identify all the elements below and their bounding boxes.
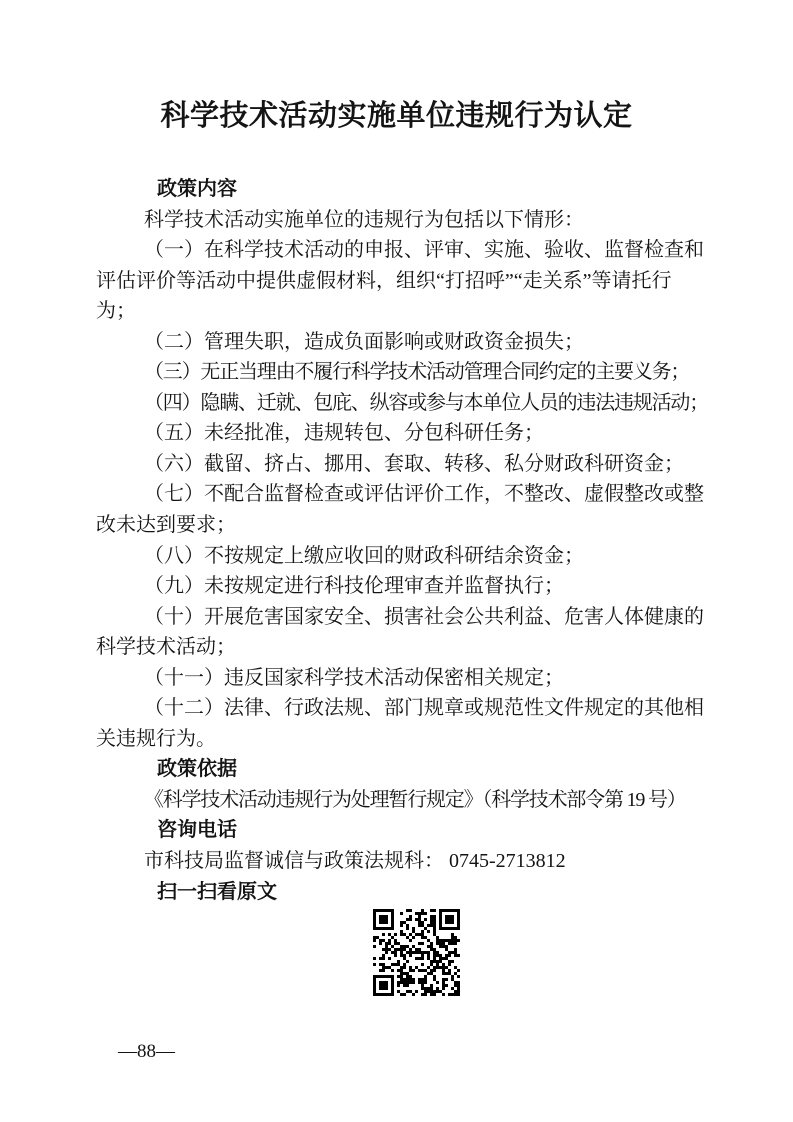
section-policy-content [96,174,708,754]
policy-item-6: （六）截留、挤占、挪用、套取、转移、私分财政科研资金； [144,452,684,475]
policy-item-7: （七）不配合监督检查或评估评价工作，不整改、虚假整改或整改未达到要求； [96,483,704,537]
intro-paragraph: 科学技术活动实施单位的违规行为包括以下情形： [144,208,584,231]
section-policy-basis [96,754,704,815]
policy-item-8: （八）不按规定上缴应收回的财政科研结余资金； [144,544,584,567]
section-consult-phone [96,815,704,876]
policy-item-3: （三）无正当理由不履行科学技术活动管理合同约定的主要义务； [144,361,690,384]
section-heading-consult-phone: 咨询电话 [157,819,237,842]
policy-item-2: （二）管理失职，造成负面影响或财政资金损失； [144,330,584,353]
policy-item-9: （九）未按规定进行科技伦理审查并监督执行； [144,575,564,598]
qr-code-svg [373,909,460,996]
section-heading-scan-original: 扫一扫看原文 [157,880,277,903]
page-number: —88— [118,1041,175,1062]
section-scan-original [96,877,704,997]
section-heading-policy-basis: 政策依据 [157,758,237,781]
policy-item-5: （五）未经批准，违规转包、分包科研任务； [144,422,544,445]
section-heading-policy-content: 政策内容 [157,178,237,200]
policy-item-12: （十二）法律、行政法规、部门规章或规范性文件规定的其他相关违规行为。 [96,697,704,750]
document-title: 科学技术活动实施单位违规行为认定 [160,100,633,132]
qr-code [373,909,460,996]
document-body [96,174,708,996]
policy-item-4: （四）隐瞒、迁就、包庇、纵容或参与本单位人员的违法违规活动； [144,391,708,414]
policy-item-10: （十）开展危害国家安全、损害社会公共利益、危害人体健康的科学技术活动； [96,605,704,659]
policy-basis-paragraph: 《科学技术活动违规行为处理暂行规定》（科学技术部令第 19 号） [144,788,686,811]
phone-paragraph: 市科技局监督诚信与政策法规科： 0745-2713812 [144,850,566,873]
policy-item-11: （十一）违反国家科学技术活动保密相关规定； [144,666,564,689]
policy-item-1: （一）在科学技术活动的申报、评审、实施、验收、监督检查和评估评价等活动中提供虚假材料，组织“打招呼”“走关系”等请托行为； [96,239,704,323]
